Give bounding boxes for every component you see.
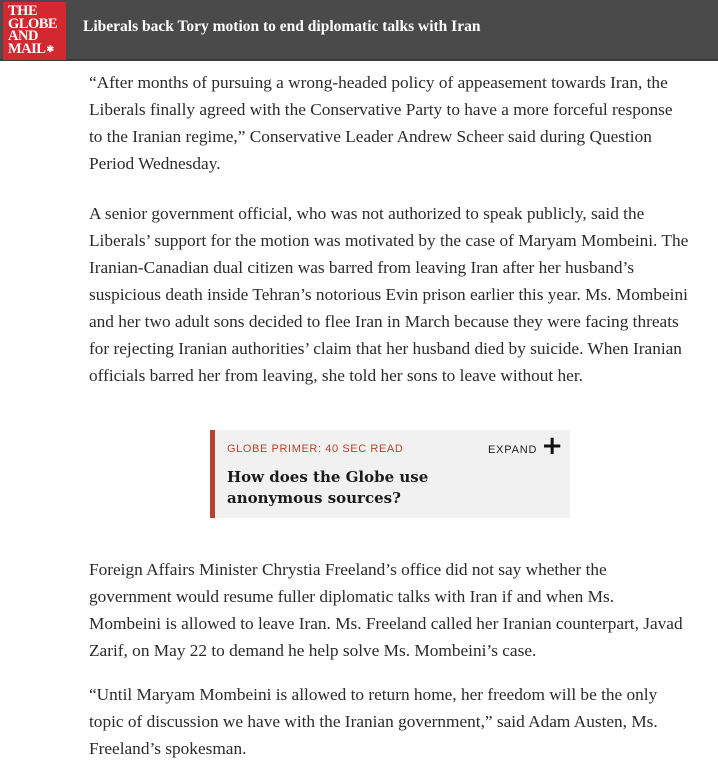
top-bar xyxy=(0,0,718,61)
logo-line-4-text: MAIL xyxy=(8,40,46,57)
logo-line-2: GLOBE xyxy=(8,15,58,32)
logo-line-3: AND xyxy=(8,28,38,44)
plus-icon: + xyxy=(541,431,563,461)
maple-leaf-icon: ✱ xyxy=(46,43,54,54)
article-section-quote xyxy=(89,681,689,762)
article-headline: Liberals back Tory motion to end diplomatic talks with Iran xyxy=(83,18,481,35)
article-paragraph-3: Foreign Affairs Minister Chrystia Freeland’s office did not say whether the government would resume fuller diplomatic talks with Iran if and when Ms. Mombeini is allowed to leave Iran. Ms. Freeland called her Iranian counterpart, Javad Zarif, on May 22 to demand he help solve Ms. Mombeini’s case. xyxy=(89,560,683,660)
primer-label: GLOBE PRIMER: 40 SEC READ xyxy=(227,443,404,455)
article-paragraph-2: A senior government official, who was not authorized to speak publicly, said the Liberals’ support for the motion was motivated by the case of Maryam Mombeini. The Iranian-Canadian dual citizen was barred from leaving Iran after her husband’s suspicious death inside Tehran’s notorious Evin prison earlier this year. Ms. Mombeini and her two adult sons decided to flee Iran in March because they were facing threats for rejecting Iranian authorities’ claim that her husband died by suicide. When Iranian officials barred her from leaving, she told her sons to leave without her. xyxy=(89,204,689,385)
primer-question: How does the Globe use anonymous sources? xyxy=(227,468,429,507)
primer-expand-button[interactable] xyxy=(488,433,563,459)
logo-line-4 xyxy=(8,40,66,57)
article-section-lower xyxy=(89,556,689,664)
globe-and-mail-logo[interactable] xyxy=(3,2,66,60)
article-body xyxy=(89,69,689,385)
logo-line-1: THE xyxy=(8,3,38,19)
article-paragraph-4: “Until Maryam Mombeini is allowed to return home, her freedom will be the only topic of discussion we have with the Iranian government,” said Adam Austen, Ms. Freeland’s spokesman. xyxy=(89,685,658,758)
article-paragraph-1: “After months of pursuing a wrong-headed policy of appeasement towards Iran, the Liberals finally agreed with the Conservative Party to have a more forceful response to the Iranian regime,” Conservative Leader Andrew Scheer said during Question Period Wednesday. xyxy=(89,73,673,173)
globe-primer-card[interactable] xyxy=(210,430,570,518)
expand-label: EXPAND xyxy=(487,444,538,456)
